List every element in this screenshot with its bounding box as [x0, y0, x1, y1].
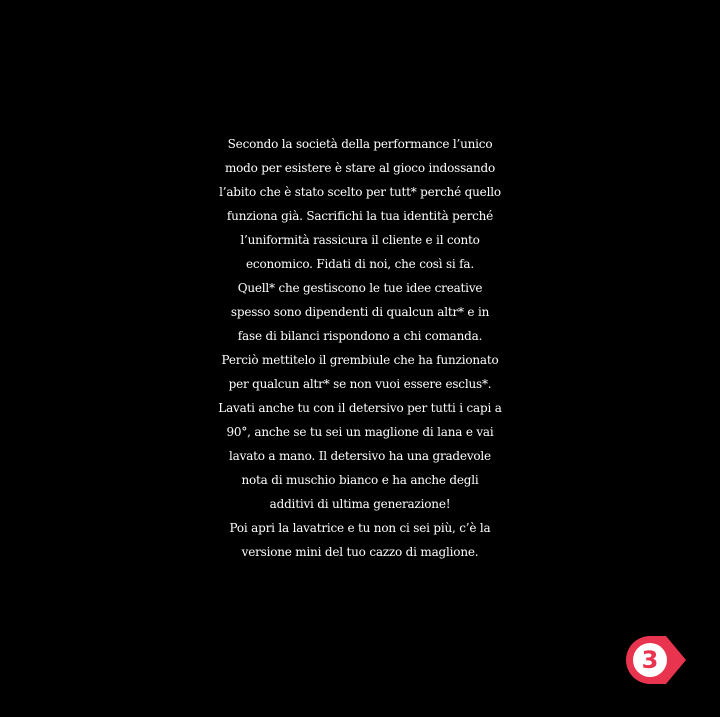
text-line: lavato a mano. Il detersivo ha una gradevole	[229, 449, 491, 463]
text-line: 90°, anche se tu sei un maglione di lana e vai	[226, 425, 494, 439]
text-line: per qualcun altr* se non vuoi essere esclus*.	[228, 377, 492, 391]
text-line: modo per esistere è stare al gioco indossando	[224, 161, 496, 175]
text-line: economico. Fidati di noi, che così si fa.	[246, 257, 474, 271]
page-number: 3	[641, 646, 659, 674]
text-line: funziona già. Sacrifichi la tua identità perché	[226, 209, 494, 223]
text-line: versione mini del tuo cazzo di maglione.	[241, 545, 479, 559]
page-indicator[interactable]	[626, 635, 688, 685]
text-line: l’abito che è stato scelto per tutt* perché quello	[219, 185, 501, 199]
body-text	[0, 132, 720, 564]
text-line: spesso sono dipendenti di qualcun altr* e in	[230, 305, 490, 319]
text-line: Secondo la società della performance l’unico	[227, 137, 493, 151]
text-line: fase di bilanci rispondono a chi comanda.	[237, 329, 483, 343]
text-line: Perciò mettitelo il grembiule che ha funzionato	[221, 353, 499, 367]
text-line: Lavati anche tu con il detersivo per tutti i capi a	[218, 401, 502, 415]
text-line: nota di muschio bianco e ha anche degli	[241, 473, 479, 487]
text-line: additivi di ultima generazione!	[269, 497, 451, 511]
text-line: Quell* che gestiscono le tue idee creative	[237, 281, 483, 295]
text-line: l’uniformità rassicura il cliente e il conto	[240, 233, 480, 247]
text-line: Poi apri la lavatrice e tu non ci sei più, c’è la	[229, 521, 491, 535]
